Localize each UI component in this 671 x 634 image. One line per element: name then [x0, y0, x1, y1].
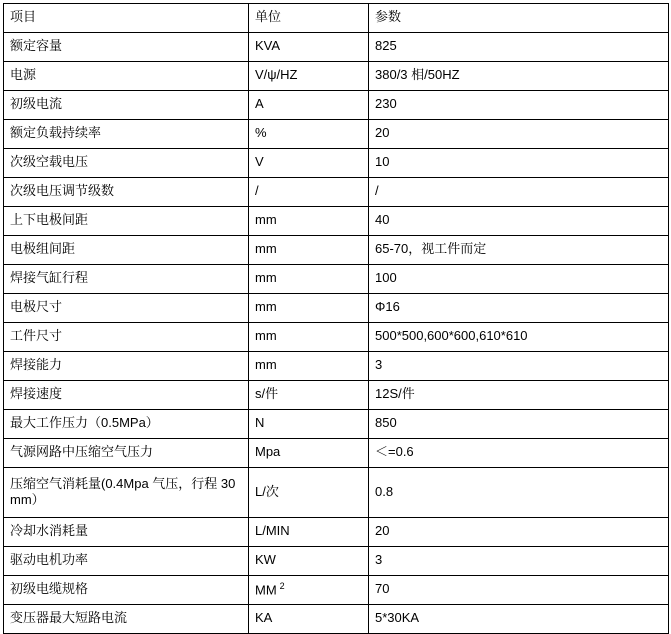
cell-item: 最大工作压力（0.5MPa） [4, 410, 249, 439]
table-row [4, 33, 669, 62]
cell-unit: mm [249, 352, 369, 381]
cell-value: 65-70，视工件而定 [369, 236, 669, 265]
cell-item: 焊接速度 [4, 381, 249, 410]
table-body [4, 4, 669, 634]
cell-unit: mm [249, 323, 369, 352]
cell-item: 上下电极间距 [4, 207, 249, 236]
cell-item: 电极组间距 [4, 236, 249, 265]
cell-unit: % [249, 120, 369, 149]
cell-unit: L/MIN [249, 518, 369, 547]
cell-unit: V [249, 149, 369, 178]
cell-item: 焊接气缸行程 [4, 265, 249, 294]
cell-unit [249, 576, 369, 605]
table-row [4, 605, 669, 634]
table-row [4, 439, 669, 468]
cell-unit: V/ψ/HZ [249, 62, 369, 91]
cell-item: 次级空载电压 [4, 149, 249, 178]
cell-value: 100 [369, 265, 669, 294]
cell-value: 850 [369, 410, 669, 439]
cell-unit: Mpa [249, 439, 369, 468]
table-row [4, 120, 669, 149]
table-row [4, 294, 669, 323]
cell-value: 380/3 相/50HZ [369, 62, 669, 91]
cell-value: 20 [369, 120, 669, 149]
cell-unit: s/件 [249, 381, 369, 410]
table-row [4, 149, 669, 178]
cell-item: 电极尺寸 [4, 294, 249, 323]
cell-unit: mm [249, 236, 369, 265]
cell-value: 3 [369, 352, 669, 381]
cell-unit-text: MM [255, 582, 277, 598]
cell-item: 额定容量 [4, 33, 249, 62]
header-cell-value: 参数 [369, 4, 669, 33]
table-row [4, 178, 669, 207]
cell-value: / [369, 178, 669, 207]
table-row [4, 468, 669, 518]
table-row [4, 576, 669, 605]
table-row [4, 323, 669, 352]
cell-item: 压缩空气消耗量(0.4Mpa 气压，行程 30mm） [4, 468, 249, 518]
cell-item: 冷却水消耗量 [4, 518, 249, 547]
cell-value: 3 [369, 547, 669, 576]
table-row [4, 547, 669, 576]
cell-value: 20 [369, 518, 669, 547]
cell-unit: A [249, 91, 369, 120]
header-cell-unit: 单位 [249, 4, 369, 33]
cell-value: 40 [369, 207, 669, 236]
cell-item: 变压器最大短路电流 [4, 605, 249, 634]
cell-unit-superscript: 2 [279, 580, 285, 591]
cell-value: Φ16 [369, 294, 669, 323]
table-row [4, 91, 669, 120]
cell-value: 70 [369, 576, 669, 605]
header-cell-item: 项目 [4, 4, 249, 33]
cell-item: 气源网路中压缩空气压力 [4, 439, 249, 468]
cell-unit: mm [249, 265, 369, 294]
cell-unit: N [249, 410, 369, 439]
cell-value: ＜=0.6 [369, 439, 669, 468]
cell-item: 额定负载持续率 [4, 120, 249, 149]
table-row [4, 265, 669, 294]
cell-item: 焊接能力 [4, 352, 249, 381]
cell-item: 工件尺寸 [4, 323, 249, 352]
cell-value: 230 [369, 91, 669, 120]
cell-value: 5*30KA [369, 605, 669, 634]
cell-unit: mm [249, 294, 369, 323]
table-row [4, 207, 669, 236]
table-row [4, 352, 669, 381]
cell-value: 0.8 [369, 468, 669, 518]
table-row [4, 410, 669, 439]
table-row [4, 62, 669, 91]
cell-unit: mm [249, 207, 369, 236]
specification-table [3, 3, 669, 634]
cell-unit: / [249, 178, 369, 207]
table-row [4, 236, 669, 265]
cell-unit: L/次 [249, 468, 369, 518]
cell-item: 初级电缆规格 [4, 576, 249, 605]
cell-item: 电源 [4, 62, 249, 91]
cell-item: 次级电压调节级数 [4, 178, 249, 207]
cell-item: 初级电流 [4, 91, 249, 120]
cell-unit: KW [249, 547, 369, 576]
table-row [4, 381, 669, 410]
cell-item: 驱动电机功率 [4, 547, 249, 576]
cell-value: 825 [369, 33, 669, 62]
cell-value: 500*500,600*600,610*610 [369, 323, 669, 352]
cell-value: 10 [369, 149, 669, 178]
cell-value: 12S/件 [369, 381, 669, 410]
table-header-row [4, 4, 669, 33]
table-row [4, 518, 669, 547]
cell-unit: KVA [249, 33, 369, 62]
cell-unit: KA [249, 605, 369, 634]
